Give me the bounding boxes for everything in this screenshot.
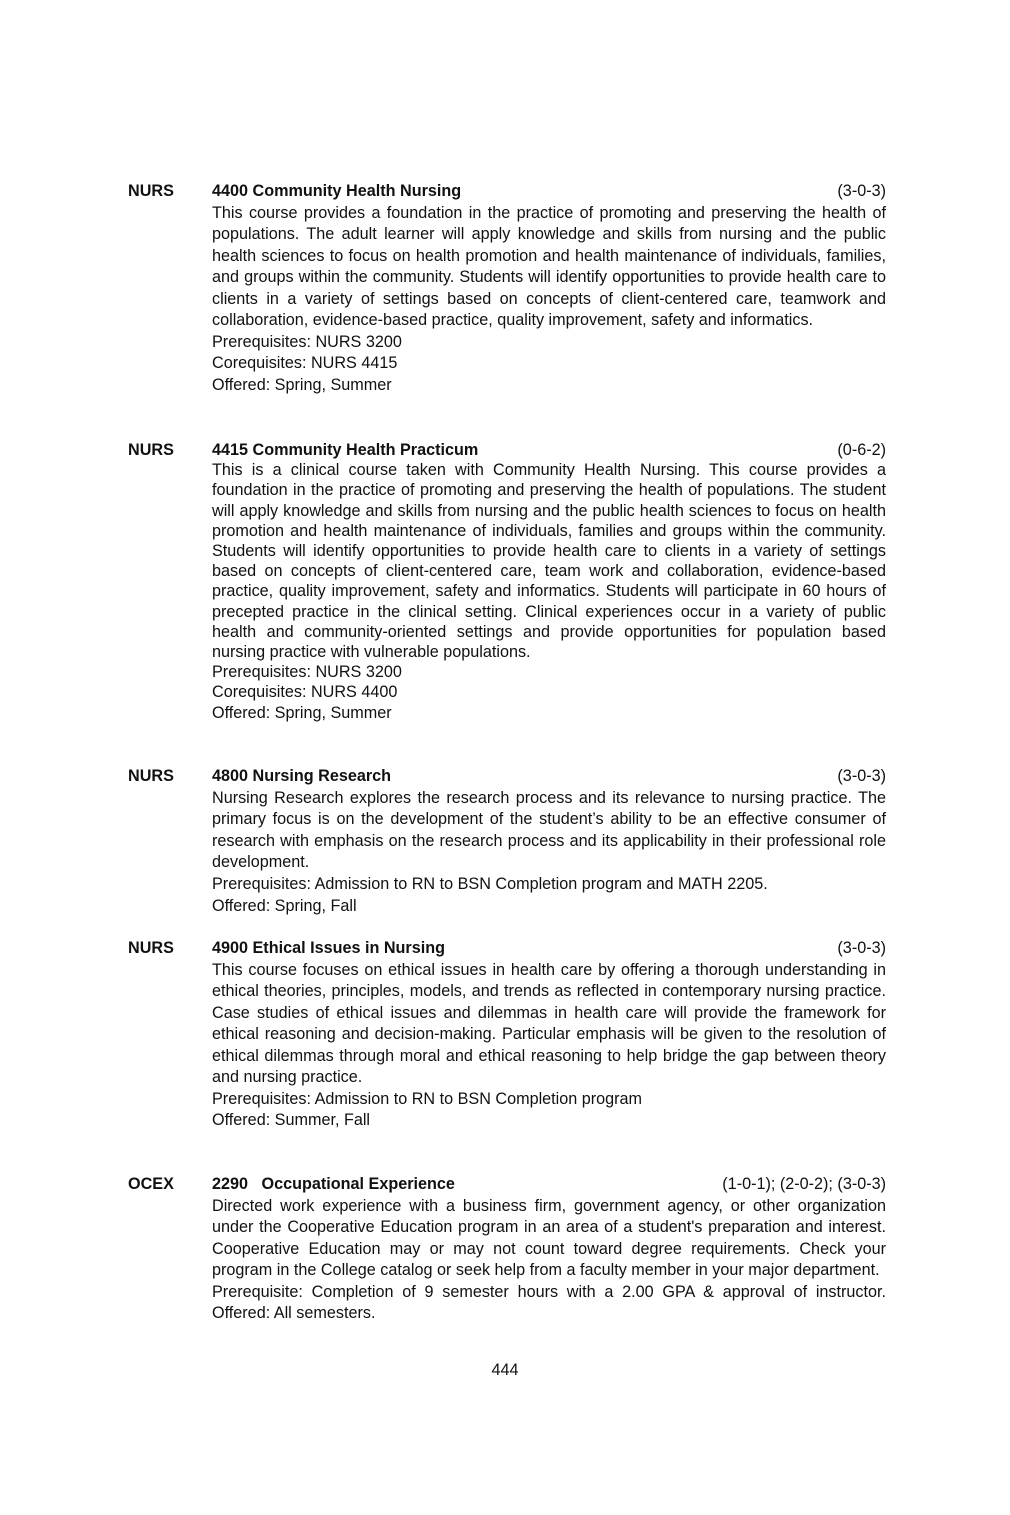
course-dept: OCEX	[128, 1175, 174, 1193]
course-heading	[128, 766, 886, 788]
course-description: This course provides a foundation in the practice of promoting and preserving the health of populations. The adult learner will apply knowledge and skills from nursing and the public health sciences to focus on health promotion and health maintenance of individuals, families, and groups within the community. Students will identify opportunities to provide health care to clients in a variety of settings based on concepts of client-centered care, teamwork and collaboration, evidence-based practice, quality improvement, safety and informatics.	[212, 203, 886, 329]
course-body	[212, 460, 886, 723]
course-offered: Offered: Spring, Summer	[212, 703, 392, 722]
course-description: This course focuses on ethical issues in health care by offering a thorough understanding in ethical theories, principles, models, and trends as reflected in contemporary nursing practice. Case studies of ethical issues and dilemmas in health care will provide the framework for ethical reasoning and decision-making. Particular emphasis will be given to the resolution of ethical dilemmas through moral and ethical reasoning to help bridge the gap between theory and nursing practice.	[212, 960, 886, 1086]
course-offered: Offered: Spring, Summer	[212, 375, 392, 394]
course-prerequisites: Prerequisites: NURS 3200	[212, 332, 402, 351]
course-offered: Offered: Spring, Fall	[212, 896, 357, 915]
course-prerequisites: Prerequisites: Admission to RN to BSN Completion program and MATH 2205.	[212, 874, 768, 893]
course-nurs-4800	[128, 766, 886, 917]
course-credits: (3-0-3)	[837, 182, 886, 200]
course-dept: NURS	[128, 939, 174, 957]
course-corequisites: Corequisites: NURS 4415	[212, 354, 398, 372]
course-heading	[128, 1174, 886, 1196]
course-credits: (0-6-2)	[837, 441, 886, 459]
course-ocex-2290	[128, 1174, 886, 1325]
course-body	[212, 1196, 886, 1325]
course-credits: (3-0-3)	[837, 767, 886, 785]
course-heading	[128, 181, 886, 203]
course-corequisites: Corequisites: NURS 4400	[212, 683, 398, 702]
course-dept: NURS	[128, 182, 174, 200]
page-number: 444	[491, 1361, 519, 1379]
course-body	[212, 788, 886, 918]
course-nurs-4415	[128, 440, 886, 723]
course-description: Directed work experience with a business firm, government agency, or other organization under the Cooperative Education program in an area of a student's preparation and interest. Cooperative Education may or may not count toward degree requirements. Check your program in the College catalog or seek help from a faculty member in your major department.	[212, 1196, 886, 1279]
course-nurs-4900	[128, 938, 886, 1132]
course-credits: (3-0-3)	[837, 939, 886, 957]
course-credits: (1-0-1); (2-0-2); (3-0-3)	[722, 1175, 886, 1193]
course-title: 2290 Occupational Experience	[212, 1175, 455, 1193]
course-title: 4415 Community Health Practicum	[212, 441, 479, 459]
course-body	[212, 203, 886, 397]
course-title: 4800 Nursing Research	[212, 767, 392, 785]
course-nurs-4400	[128, 181, 886, 396]
course-body	[212, 960, 886, 1132]
course-dept: NURS	[128, 441, 174, 459]
course-dept: NURS	[128, 767, 174, 785]
course-description: Nursing Research explores the research process and its relevance to nursing practice. The primary focus is on the development of the student’s ability to be an effective consumer of research with emphasis on the research process and its applicability in their professional role development.	[212, 788, 886, 872]
course-offered: Offered: Summer, Fall	[212, 1111, 371, 1129]
course-prerequisites: Prerequisites: Admission to RN to BSN Completion program	[212, 1089, 643, 1108]
course-heading	[128, 938, 886, 960]
course-title: 4400 Community Health Nursing	[212, 182, 462, 200]
course-heading	[128, 440, 886, 460]
course-description: This is a clinical course taken with Community Health Nursing. This course provides a foundation in the practice of promoting and preserving the health of populations. The student will apply knowledge and skills from nursing and the public health sciences to focus on health promotion and health maintenance of individuals, families and groups within the community. Students will identify opportunities to provide health care to clients in a variety of settings based on concepts of client-centered care, team work and collaboration, evidence-based practice, quality improvement, safety and informatics. Students will participate in 60 hours of precepted practice in the clinical setting. Clinical experiences occur in a variety of public health and community-oriented settings and provide opportunities for population based nursing practice with vulnerable populations.	[212, 461, 886, 662]
course-prerequisites: Prerequisites: NURS 3200	[212, 663, 402, 682]
course-prerequisites: Prerequisite: Completion of 9 semester hours with a 2.00 GPA & approval of instructor. Offered: All semesters.	[212, 1282, 886, 1322]
course-title: 4900 Ethical Issues in Nursing	[212, 939, 446, 957]
